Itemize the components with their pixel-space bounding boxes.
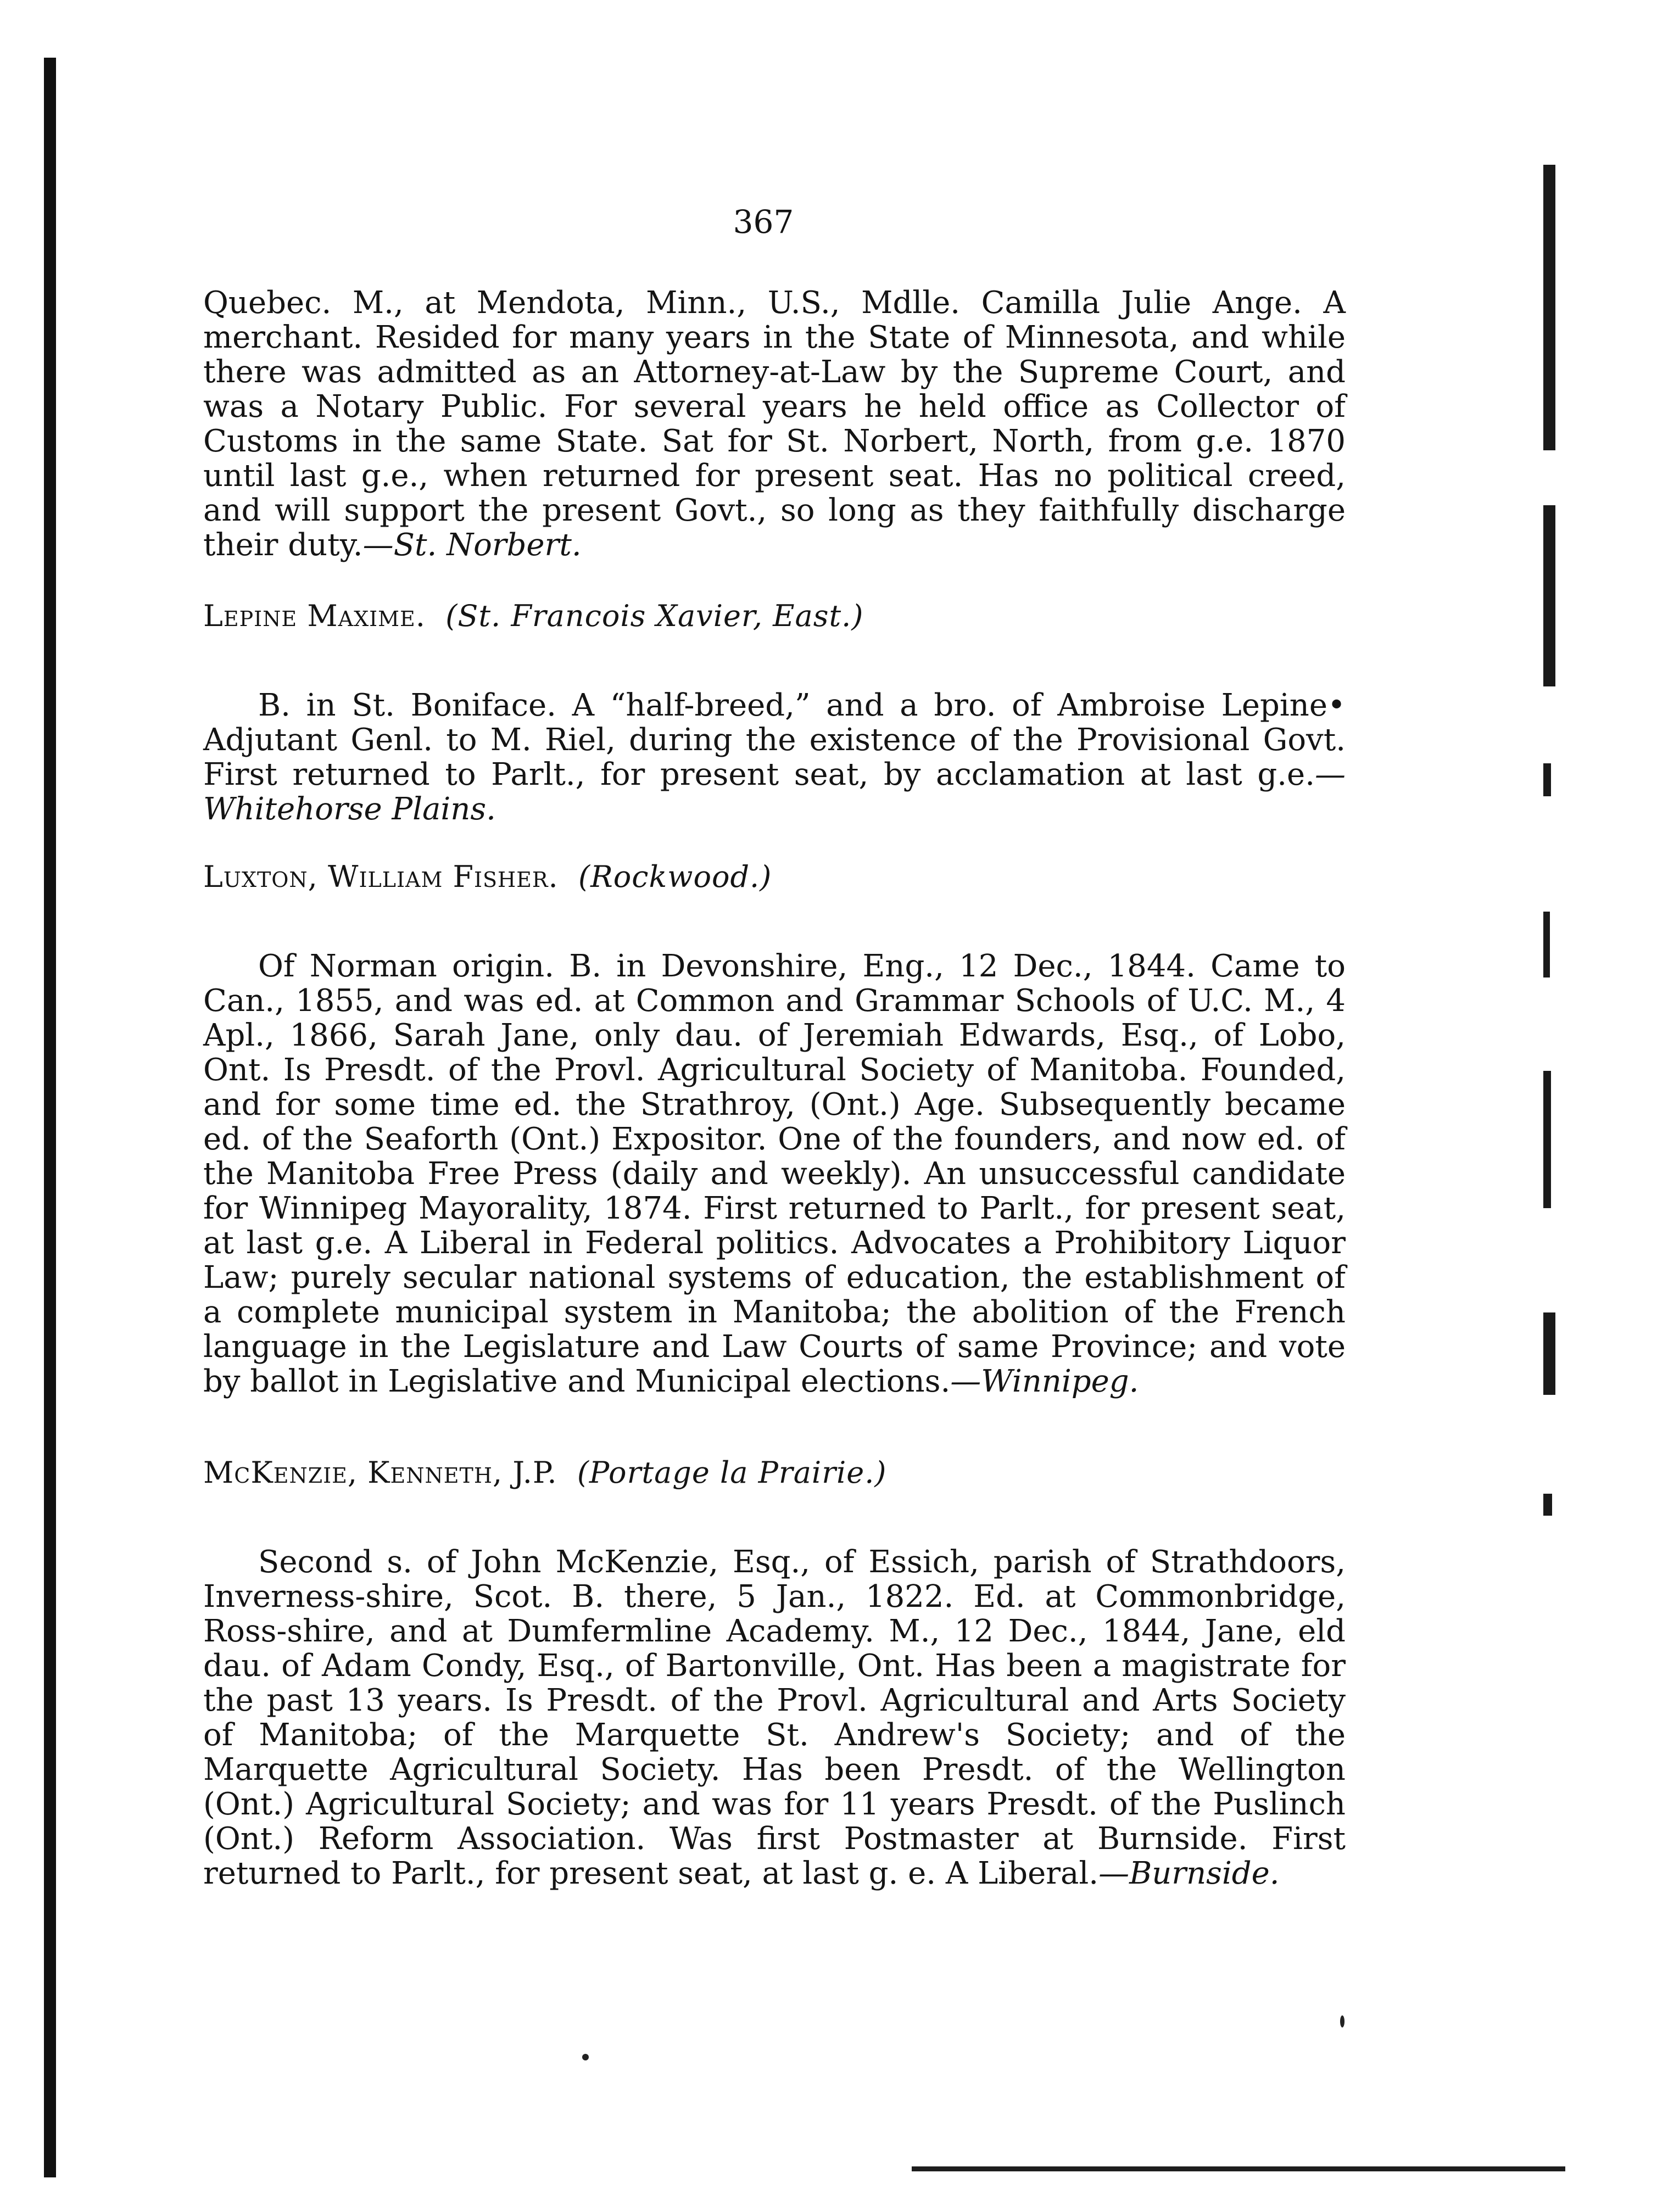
entry-constituency: (St. Francois Xavier, East.) (445, 599, 864, 633)
right-edge-mark (1543, 505, 1555, 686)
entry-place: —Burnside. (1098, 1856, 1280, 1891)
entry-text: Second s. of John McKenzie, Esq., of Essich, parish of Strathdoors, Inverness-shire, Scot. B. there, 5 Jan., 1822. Ed. at Commonbridge, Ross-shire, and at Dumfermline Academy. M., 12 Dec., 1844, Jane, eld dau. of Adam Condy, Esq., of Bartonville, Ont. Has been a magistrate for the past 13 years. Is Presdt. of the Provl. Agricultural and Arts Society of Manitoba; of the Marquette St. Andrew's Society; and of the Marquette Agricultural Society. Has been Presdt. of the Wellington (Ont.) Agricultural Society; and was for 11 years Presdt. of the Puslinch (Ont.) Reform Association. Was first Postmaster at Burnside. First returned to Parlt., for present seat, at last g. e. A Liberal. (203, 1544, 1346, 1891)
entry-luxton (203, 859, 1346, 1399)
entry-text: B. in St. Boniface. A “half-breed,” and a bro. of Ambroise Lepine• Adjutant Genl. to M. Riel, during the existence of the Provisional Govt. First returned to Parlt., for present seat, by acclamation at last g.e. (203, 688, 1346, 792)
right-edge-mark (1543, 912, 1550, 977)
entry-name: Luxton, William Fisher. (203, 859, 559, 894)
continuation-text: Quebec. M., at Mendota, Minn., U.S., Mdlle. Camilla Julie Ange. A merchant. Resided for many years in the State of Minnesota, and while there was admitted as an Attorney-at-Law by the Supreme Court, and was a Notary Public. For several years he held office as Collector of Customs in the same State. Sat for St. Norbert, North, from g.e. 1870 until last g.e., when returned for present seat. Has no political creed, and will support the present Govt., so long as they faithfully discharge their duty. (203, 285, 1346, 563)
right-edge-mark (1543, 763, 1551, 796)
speck (1340, 2015, 1344, 2027)
bottom-rule (912, 2166, 1565, 2171)
left-binding-bar (44, 58, 56, 2177)
continuation-place: —St. Norbert. (362, 527, 582, 563)
entry-body (203, 1545, 1346, 1891)
entry-constituency: (Portage la Prairie.) (577, 1455, 887, 1490)
right-edge-mark (1543, 1071, 1551, 1208)
page-number: 367 (733, 203, 794, 241)
entry-heading (203, 859, 1346, 894)
entry-lepine (203, 599, 1346, 826)
entry-place: —Winnipeg. (950, 1364, 1139, 1399)
entry-body (203, 949, 1346, 1399)
entry-body (203, 688, 1346, 826)
entry-name: McKenzie, Kenneth, J.P. (203, 1455, 557, 1490)
text-column (203, 286, 1346, 562)
entry-constituency: (Rockwood.) (578, 859, 772, 894)
entry-heading (203, 1455, 1346, 1490)
entry-name: Lepine Maxime. (203, 599, 426, 633)
entry-heading (203, 599, 1346, 633)
entry-place: —Whitehorse Plains. (203, 757, 1346, 827)
right-edge-mark (1543, 1494, 1552, 1516)
entry-mckenzie (203, 1455, 1346, 1891)
right-edge-mark (1543, 165, 1555, 450)
entry-text: Of Norman origin. B. in Devonshire, Eng., 12 Dec., 1844. Came to Can., 1855, and was ed. at Common and Grammar Schools of U.C. M., 4 Apl., 1866, Sarah Jane, only dau. of Jeremiah Edwards, Esq., of Lobo, Ont. Is Presdt. of the Provl. Agricultural Society of Manitoba. Founded, and for some time ed. the Strathroy, (Ont.) Age. Subsequently became ed. of the Seaforth (Ont.) Expositor. One of the founders, and now ed. of the Manitoba Free Press (daily and weekly). An unsuccessful candidate for Winnipeg Mayorality, 1874. First returned to Parlt., for present seat, at last g.e. A Liberal in Federal politics. Advocates a Prohibitory Liquor Law; purely secular national systems of education, the establishment of a complete municipal system in Manitoba; the abolition of the French language in the Legislature and Law Courts of same Province; and vote by ballot in Legislative and Municipal elections. (203, 948, 1346, 1399)
continuation-paragraph (203, 286, 1346, 562)
right-edge-mark (1543, 1312, 1555, 1395)
speck (582, 2054, 589, 2060)
